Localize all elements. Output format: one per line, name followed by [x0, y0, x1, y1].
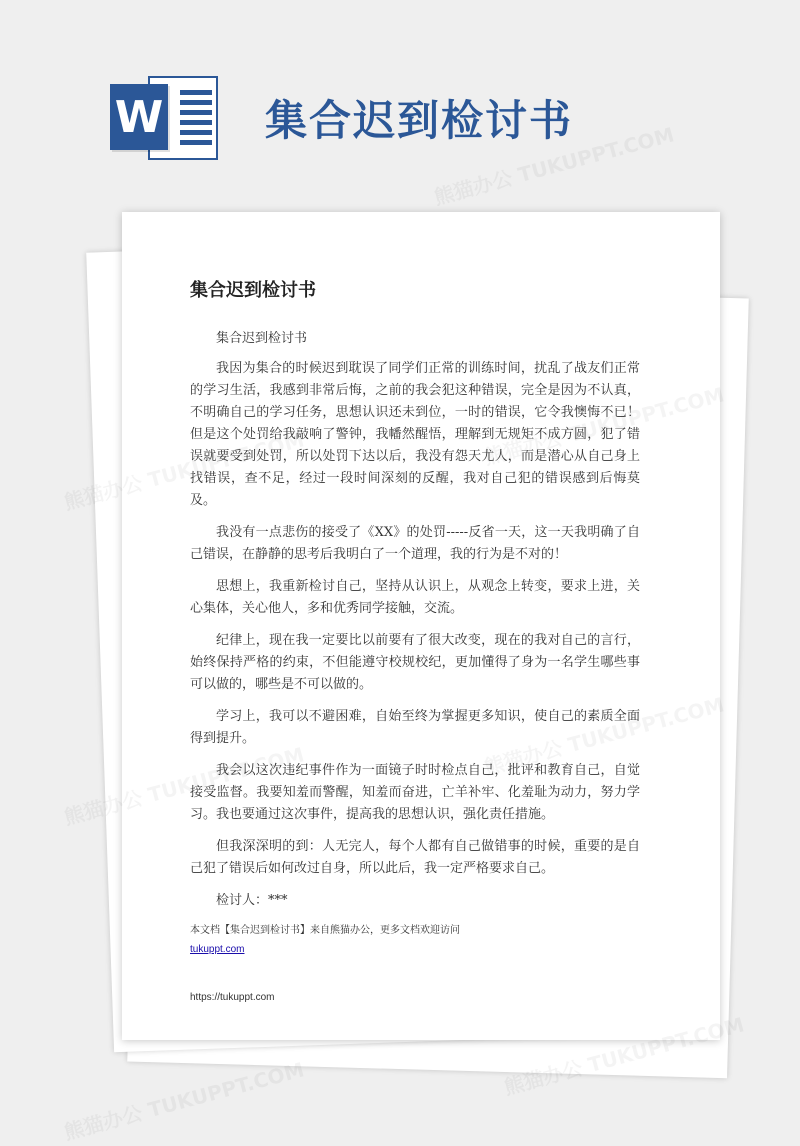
source-link[interactable]: tukuppt.com — [190, 944, 245, 955]
document-subtitle: 集合迟到检讨书 — [216, 331, 308, 346]
source-note: 本文档【集合迟到检讨书】来自熊猫办公，更多文档欢迎访问 — [190, 925, 460, 936]
word-document-icon — [110, 72, 218, 162]
paragraph: 学习上，我可以不避困难，自始至终为掌握更多知识，使自己的素质全面得到提升。 — [190, 709, 640, 746]
watermark — [60, 1053, 306, 1145]
paragraph: 我没有一点悲伤的接受了《XX》的处罚-----反省一天，这一天我明确了自己错误，在静静的思考后我明白了一个道理，我的行为是不对的！ — [190, 525, 640, 562]
paragraph: 我因为集合的时候迟到耽误了同学们正常的训练时间，扰乱了战友们正常的学习生活，我感到非常后悔，之前的我会犯这种错误，完全是因为不认真，不明确自己的学习任务，思想认识还未到位，一时的错误，它令我懊悔不已！但是这个处罚给我敲响了警钟，我幡然醒悟，理解到无规矩不成方圆，犯了错误就要受到处罚，所以处罚下达以后，我没有怨天尤人，而是潜心从自己身上找错误，查不足，经过一段时间深刻的反醒，我对自己犯的错误感到后悔莫及。 — [190, 361, 640, 508]
document-page — [122, 212, 720, 1040]
banner — [0, 0, 800, 200]
paragraph: 但我深深明的到：人无完人，每个人都有自己做错事的时候，重要的是自己犯了错误后如何改过自身，所以此后，我一定严格要求自己。 — [190, 839, 640, 876]
signature-line: 检讨人：*** — [216, 893, 288, 908]
paragraph: 我会以这次违纪事件作为一面镜子时时检点自己，批评和教育自己，自觉接受监督。我要知羞而警醒，知羞而奋进，亡羊补牢、化羞耻为动力，努力学习。我也要通过这次事件，提高我的思想认识，强化责任措施。 — [190, 763, 640, 822]
banner-title: 集合迟到检讨书 — [265, 96, 574, 145]
document-body — [190, 276, 640, 956]
word-logo-letter: W — [110, 84, 168, 150]
paragraph: 思想上，我重新检讨自己，坚持从认识上，从观念上转变，要求上进，关心集体，关心他人，多和优秀同学接触，交流。 — [190, 579, 640, 616]
bottom-url: https://tukuppt.com — [190, 992, 275, 1003]
document-title: 集合迟到检讨书 — [190, 280, 316, 301]
paragraph: 纪律上，现在我一定要比以前要有了很大改变，现在的我对自己的言行，始终保持严格的约束，不但能遵守校规校纪，更加懂得了身为一名学生哪些事可以做的，哪些是不可以做的。 — [190, 633, 640, 692]
